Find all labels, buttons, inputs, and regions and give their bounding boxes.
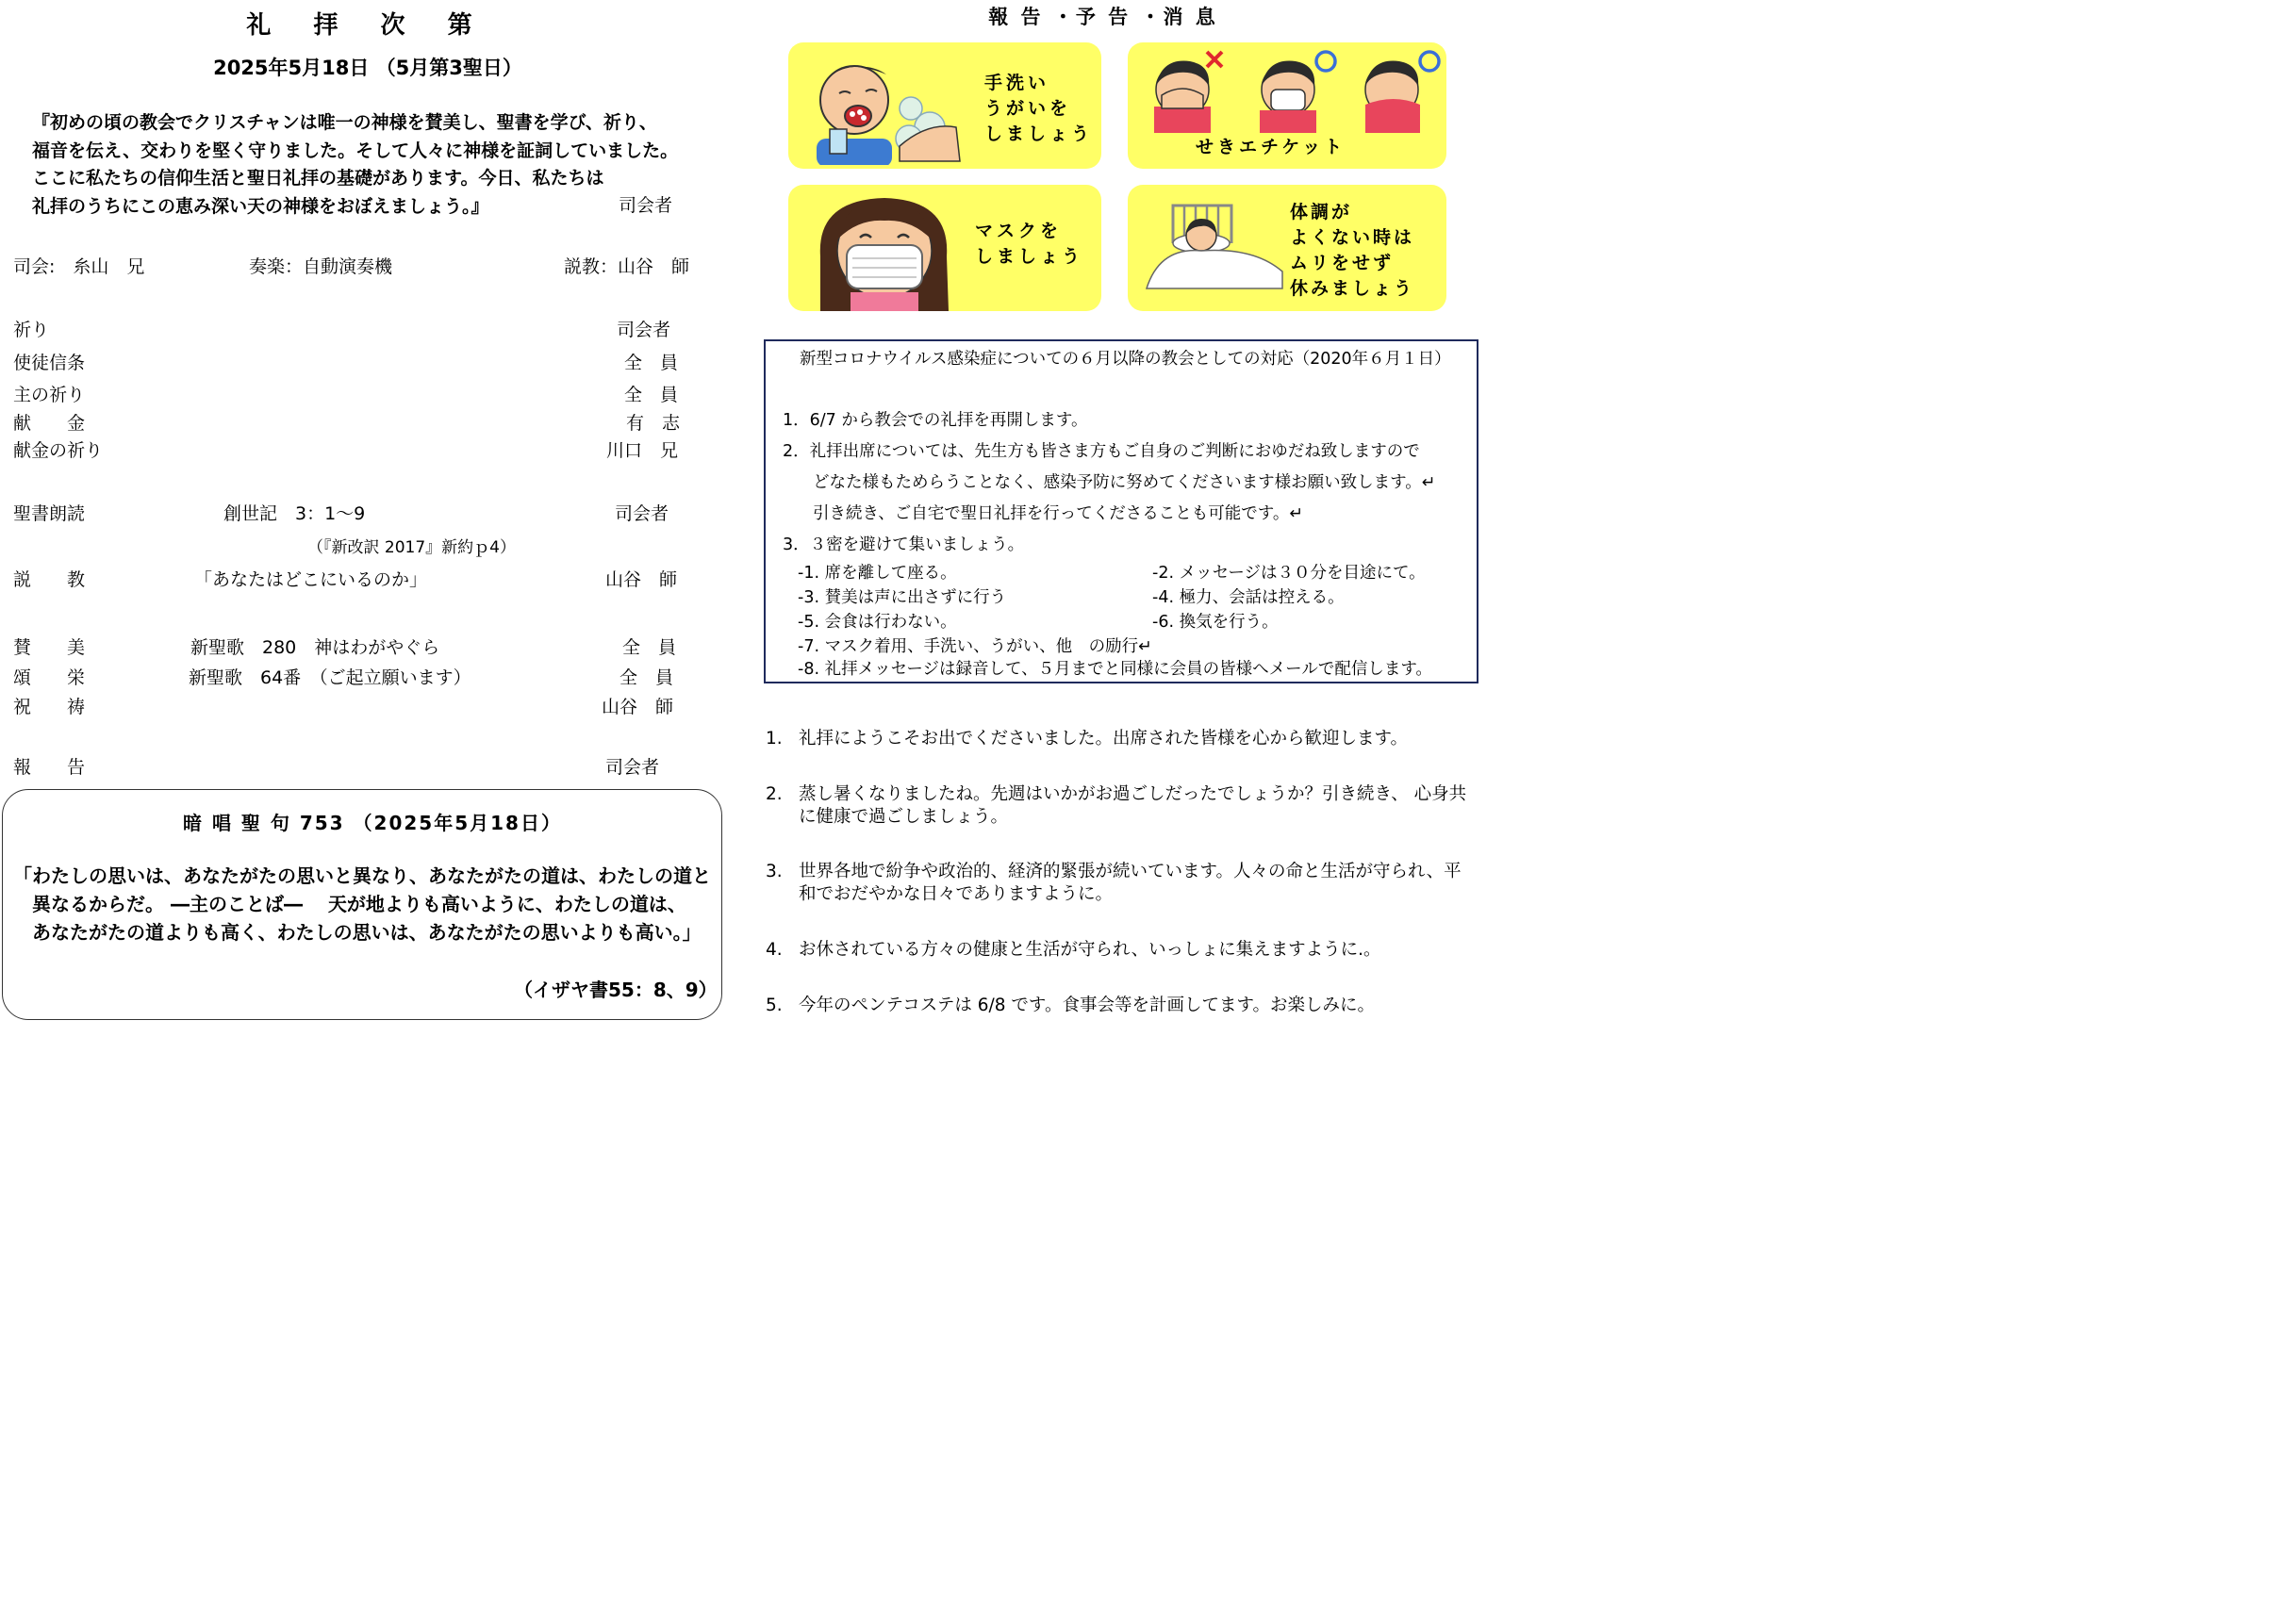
verse-line: あなたがたの道よりも高く、わたしの思いは、あなたがたの思いよりも高い。」 — [13, 921, 702, 944]
card-line: うがいを — [984, 98, 1072, 119]
card-line: せきエチケット — [1196, 137, 1346, 157]
covid-subitem: -1. 席を離して座る。 — [798, 564, 957, 583]
order-item: 説 教 — [13, 569, 86, 590]
card-line: 手洗い — [984, 73, 1050, 93]
order-item: 報 告 — [13, 757, 86, 778]
order-row — [0, 381, 717, 407]
announcement-text: 今年のペンテコステは 6/8 です。食事会等を計画してます。お楽しみに。 — [799, 996, 1375, 1015]
announcement-text: 世界各地で紛争や政治的、経済的緊張が続いています。人々の命と生活が守られ、平和でおだやかな日々でありますように。 — [799, 862, 1462, 904]
order-detail: 「あなたはどこにいるのか」 — [194, 569, 428, 590]
announcement-item — [766, 783, 1473, 832]
card-line: 体調が — [1290, 202, 1353, 222]
intro-paragraph — [32, 109, 678, 221]
card-text — [1196, 135, 1346, 160]
handwash-card — [788, 42, 1101, 169]
order-detail: 新聖歌 280 神はわがやぐら — [190, 637, 440, 658]
order-person: 山谷 師 — [602, 697, 674, 717]
memory-verse-text — [13, 862, 711, 946]
card-line: マスクを — [975, 221, 1063, 241]
announcement-number: 1. — [766, 729, 783, 749]
order-person: 川口 兄 — [606, 440, 679, 461]
covid-item: 3．３密を避けて集いましょう。 — [783, 535, 1025, 554]
news-title: 報 告 ・予 告 ・消 息 — [988, 6, 1218, 28]
covid-item: 2．礼拝出席については、先生方も皆さま方もご自身のご判断におゆだね致しますので — [783, 442, 1420, 461]
verse-line: 「わたしの思いは、あなたがたの思いと異なり、あなたがたの道は、わたしの道と — [13, 864, 711, 887]
intro-line: 福音を伝え、交わりを堅く守りました。そして人々に神様を証詞していました。 — [32, 140, 679, 161]
memory-verse-title: 暗 唱 聖 句 753 （2025年5月18日） — [183, 812, 562, 834]
card-text — [975, 219, 1083, 270]
order-row — [0, 753, 717, 780]
order-row — [0, 693, 717, 719]
staff-music: 奏楽：自動演奏機 — [249, 256, 393, 277]
announcement-text: 蒸し暑くなりましたね。先週はいかがお過ごしだったでしょうか？引き続き、 心身共に健康で過ごしましょう。 — [799, 784, 1467, 827]
memory-verse-reference: （イザヤ書55：8、9） — [514, 979, 718, 1001]
covid-subitem: -2. メッセージは３０分を目途にて。 — [1152, 564, 1426, 583]
announcement-number: 4. — [766, 940, 783, 960]
order-person: 全 員 — [624, 385, 679, 405]
covid-subitem: -8. 礼拝メッセージは録音して、５月までと同様に会員の皆様へメールで配信します。 — [798, 660, 1432, 679]
order-item: 主の祈り — [13, 385, 86, 405]
service-title: 礼 拝 次 第 — [246, 11, 489, 40]
handwash-icon — [798, 48, 967, 165]
covid-subitem: -4. 極力、会話は控える。 — [1152, 588, 1345, 607]
order-person: 全 員 — [619, 667, 674, 688]
announcement-number: 3. — [766, 862, 783, 881]
order-item: 祈り — [13, 320, 50, 340]
order-person: 司会者 — [617, 320, 671, 340]
order-person: 山谷 師 — [605, 569, 678, 590]
order-row — [0, 409, 717, 436]
card-text — [984, 71, 1093, 147]
cough-etiquette-icon — [1133, 48, 1445, 133]
announcement-item — [766, 728, 1473, 754]
covid-title: 新型コロナウイルス感染症についての６月以降の教会としての対応（2020年６月１日） — [800, 350, 1451, 369]
announcement-text: お休されている方々の健康と生活が守られ、いっしょに集えますように.。 — [799, 940, 1381, 960]
announcement-number: 5. — [766, 996, 783, 1015]
order-row — [0, 500, 717, 526]
mask-card — [788, 185, 1101, 311]
intro-line: ここに私たちの信仰生活と聖日礼拝の基礎があります。今日、私たちは — [32, 168, 604, 189]
mask-icon — [807, 190, 967, 311]
order-row — [0, 566, 717, 592]
covid-item: 引き続き、ご自宅で聖日礼拝を行ってくださることも可能です。↵ — [813, 504, 1304, 523]
order-item: 祝 祷 — [13, 697, 86, 717]
order-item: 献 金 — [13, 413, 86, 434]
order-item: 聖書朗読 — [13, 503, 86, 524]
covid-subitem: -7. マスク着用、手洗い、うがい、他 の励行↵ — [798, 637, 1152, 656]
cough-etiquette-card — [1128, 42, 1446, 169]
announcement-text: 礼拝にようこそお出でくださいました。出席された皆様を心から歓迎します。 — [799, 729, 1409, 749]
staff-preacher: 説教：山谷 師 — [564, 256, 690, 277]
verse-line: 異なるからだ。 ―主のことば― 天が地よりも高いように、わたしの道は、 — [13, 893, 686, 915]
covid-item: 1．6/7 から教会での礼拝を再開します。 — [783, 411, 1088, 430]
card-line: しましょう — [975, 246, 1084, 267]
card-line: 休みましょう — [1290, 278, 1415, 299]
order-item: 献金の祈り — [13, 440, 104, 461]
order-item: 頌 栄 — [13, 667, 86, 688]
order-detail: （『新改訳 2017』新約ｐ4） — [307, 538, 516, 557]
covid-subitem: -3. 賛美は声に出さずに行う — [798, 588, 1007, 607]
order-row — [0, 436, 717, 463]
order-person: 有 志 — [626, 413, 681, 434]
order-row — [0, 534, 717, 560]
order-detail: 創世記 3：1～9 — [223, 503, 366, 524]
rest-card — [1128, 185, 1446, 311]
order-detail: 新聖歌 64番 （ご起立願います） — [189, 667, 471, 688]
card-line: ムリをせず — [1290, 253, 1395, 273]
order-item: 使徒信条 — [13, 353, 86, 373]
card-line: しましょう — [984, 123, 1094, 144]
staff-presider: 司会: 糸山 兄 — [13, 256, 145, 277]
order-row — [0, 349, 717, 375]
service-date: 2025年5月18日 （5月第3聖日） — [213, 57, 522, 79]
sick-bed-icon — [1141, 198, 1292, 292]
order-person: 司会者 — [615, 503, 669, 524]
card-line: よくない時は — [1290, 227, 1415, 248]
covid-subitem: -6. 換気を行う。 — [1152, 613, 1279, 632]
order-item: 賛 美 — [13, 637, 86, 658]
announcement-item — [766, 995, 1473, 1021]
order-person: 司会者 — [605, 757, 660, 778]
card-text — [1290, 200, 1414, 302]
order-row — [0, 664, 717, 690]
covid-item: どなた様もためらうことなく、感染予防に努めてくださいます様お願い致します。↵ — [813, 473, 1436, 492]
order-row — [0, 316, 717, 342]
announcement-item — [766, 939, 1473, 965]
announcement-number: 2. — [766, 784, 783, 804]
intro-line: 『初めの頃の教会でクリスチャンは唯一の神様を賛美し、聖書を学び、祈り、 — [32, 112, 657, 133]
announcement-item — [766, 861, 1473, 910]
covid-subitem: -5. 会食は行わない。 — [798, 613, 957, 632]
intro-by: 司会者 — [619, 195, 673, 216]
order-row — [0, 634, 717, 660]
order-person: 全 員 — [622, 637, 677, 658]
order-person: 全 員 — [624, 353, 679, 373]
intro-line: 礼拝のうちにこの恵み深い天の神様をおぼえましょう。』 — [32, 195, 489, 217]
